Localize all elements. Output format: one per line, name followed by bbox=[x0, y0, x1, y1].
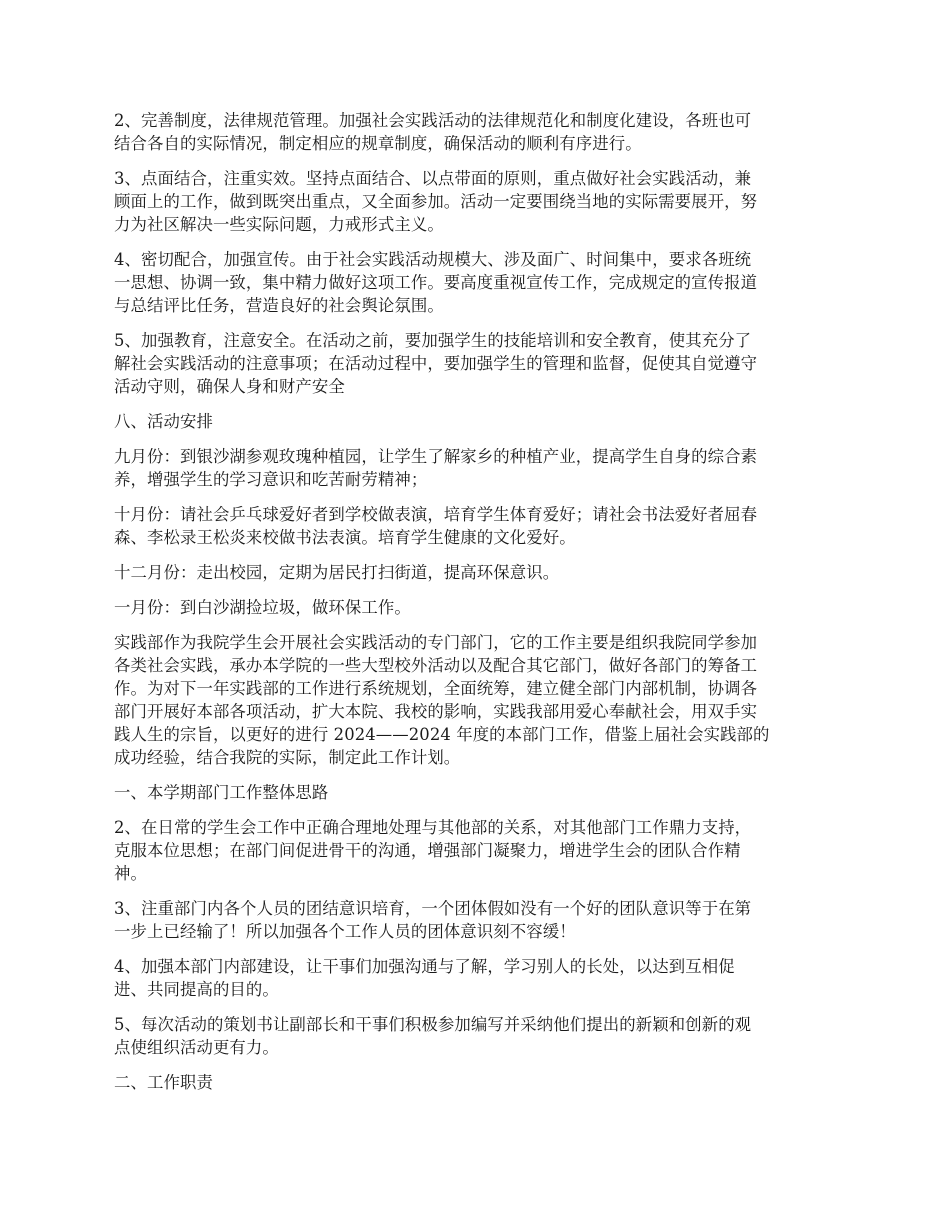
text-line: 一思想、协调一致，集中精力做好这项工作。要高度重视宣传工作，完成规定的宣传报道 bbox=[114, 273, 758, 292]
section-heading bbox=[114, 781, 844, 804]
text-line: 部门开展好本部各项活动，扩大本院、我校的影响，实践我部用爱心奉献社会，用双手实 bbox=[114, 702, 758, 721]
paragraph bbox=[114, 109, 844, 155]
text-line: 进、共同提高的目的。 bbox=[114, 980, 279, 999]
text-line: 一步上已经输了！所以加强各个工作人员的团体意识刻不容缓！ bbox=[114, 922, 576, 941]
section-heading bbox=[114, 410, 844, 433]
text-line: 4、加强本部门内部建设，让干事们加强沟通与了解，学习别人的长处，以达到互相促 bbox=[114, 957, 735, 976]
text-line: 3、注重部门内各个人员的团结意识培育，一个团体假如没有一个好的团队意识等于在第 bbox=[114, 899, 752, 918]
paragraph bbox=[114, 631, 844, 769]
paragraph bbox=[114, 329, 844, 398]
text-line: 森、李松录王松炎来校做书法表演。培育学生健康的文化爱好。 bbox=[114, 528, 576, 547]
text-line: 神。 bbox=[114, 864, 147, 883]
text-line: 克服本位思想；在部门间促进骨干的沟通，增强部门凝聚力，增进学生会的团队合作精 bbox=[114, 841, 741, 860]
paragraph bbox=[114, 897, 844, 943]
text-line: 成功经验，结合我院的实际，制定此工作计划。 bbox=[114, 748, 461, 767]
document-body bbox=[114, 109, 844, 1106]
text-line: 4、密切配合，加强宣传。由于社会实践活动规模大、涉及面广、时间集中，要求各班统 bbox=[114, 250, 752, 269]
text-line: 八、活动安排 bbox=[114, 412, 213, 431]
text-line: 5、每次活动的策划书让副部长和干事们积极参加编写并采纳他们提出的新颖和创新的观 bbox=[114, 1015, 752, 1034]
text-line: 结合各自的实际情况，制定相应的规章制度，确保活动的顺利有序进行。 bbox=[114, 134, 642, 153]
paragraph bbox=[114, 596, 844, 619]
text-line: 2、在日常的学生会工作中正确合理地处理与其他部的关系，对其他部门工作鼎力支持， bbox=[114, 818, 752, 837]
text-line: 作。为对下一年实践部的工作进行系统规划，全面统筹，建立健全部门内部机制，协调各 bbox=[114, 679, 758, 698]
paragraph bbox=[114, 816, 844, 885]
text-line: 十月份：请社会乒乓球爱好者到学校做表演，培育学生体育爱好；请社会书法爱好者屈春 bbox=[114, 505, 758, 524]
text-line: 各类社会实践，承办本学院的一些大型校外活动以及配合其它部门，做好各部门的筹备工 bbox=[114, 656, 758, 675]
text-line: 二、工作职责 bbox=[114, 1073, 213, 1092]
paragraph bbox=[114, 503, 844, 549]
text-line: 顾面上的工作，做到既突出重点，又全面参加。活动一定要围绕当地的实际需要展开，努 bbox=[114, 192, 758, 211]
paragraph bbox=[114, 1013, 844, 1059]
text-line: 践人生的宗旨，以更好的进行 2024——2024 年度的本部门工作，借鉴上届社会实践部的 bbox=[114, 725, 770, 744]
paragraph bbox=[114, 248, 844, 317]
text-line: 5、加强教育，注意安全。在活动之前，要加强学生的技能培训和安全教育，使其充分了 bbox=[114, 331, 752, 350]
text-line: 实践部作为我院学生会开展社会实践活动的专门部门，它的工作主要是组织我院同学参加 bbox=[114, 633, 758, 652]
text-line: 力为社区解决一些实际问题，力戒形式主义。 bbox=[114, 215, 444, 234]
text-line: 九月份：到银沙湖参观玫瑰种植园，让学生了解家乡的种植产业，提高学生自身的综合素 bbox=[114, 447, 758, 466]
text-line: 十二月份：走出校园，定期为居民打扫街道，提高环保意识。 bbox=[114, 563, 560, 582]
paragraph bbox=[114, 561, 844, 584]
paragraph bbox=[114, 445, 844, 491]
text-line: 与总结评比任务，营造良好的社会舆论氛围。 bbox=[114, 296, 444, 315]
paragraph bbox=[114, 167, 844, 236]
text-line: 一、本学期部门工作整体思路 bbox=[114, 783, 329, 802]
text-line: 活动守则，确保人身和财产安全 bbox=[114, 377, 345, 396]
text-line: 2、完善制度，法律规范管理。加强社会实践活动的法律规范化和制度化建设，各班也可 bbox=[114, 111, 752, 130]
text-line: 点使组织活动更有力。 bbox=[114, 1038, 279, 1057]
text-line: 解社会实践活动的注意事项；在活动过程中，要加强学生的管理和监督，促使其自觉遵守 bbox=[114, 354, 758, 373]
section-heading bbox=[114, 1071, 844, 1094]
text-line: 养，增强学生的学习意识和吃苦耐劳精神； bbox=[114, 470, 428, 489]
paragraph bbox=[114, 955, 844, 1001]
text-line: 一月份：到白沙湖捡垃圾，做环保工作。 bbox=[114, 598, 411, 617]
text-line: 3、点面结合，注重实效。坚持点面结合、以点带面的原则，重点做好社会实践活动，兼 bbox=[114, 169, 752, 188]
